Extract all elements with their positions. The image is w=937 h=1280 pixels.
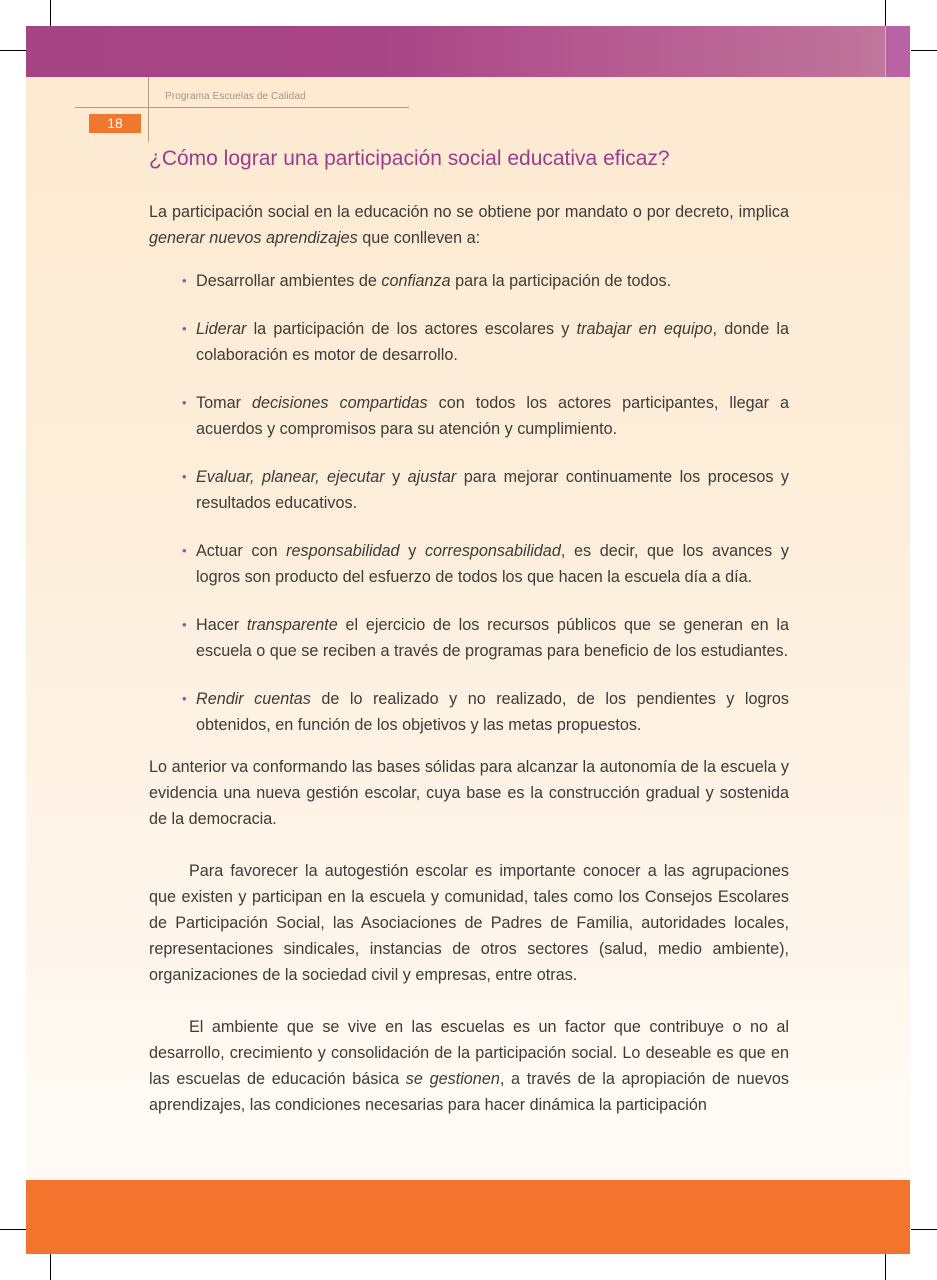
emphasis: corresponsabilidad [424,542,561,560]
bullet-item [182,464,789,516]
text: Desarrollar ambientes de [196,272,382,290]
intro-paragraph [149,199,789,251]
text: con todos los actores participantes, llegar a acuerdos y compromisos para su atención y cumplimiento. [196,394,789,438]
emphasis: Rendir cuentas [196,690,311,708]
crop-mark [885,1254,886,1280]
emphasis: Liderar [196,320,247,338]
bullet-icon: • [182,691,187,706]
bullet-item [182,612,789,664]
paragraph-1: Lo anterior va conformando las bases sólidas para alcanzar la autonomía de la escuela y evidencia una nueva gestión escolar, cuya base es la construcción gradual y sostenida de la democracia. [149,758,789,828]
header-band [26,26,910,77]
text: El ambiente que se vive en las escuelas es un factor que contribuye o no al desarrollo, crecimiento y consolidación de la participación social. Lo deseable es que en las escuelas de educación básica [149,1018,789,1088]
horizontal-rule [75,107,409,108]
bullet-item [182,268,789,294]
page-number: 18 [89,114,141,133]
text: , donde la colaboración es motor de desarrollo. [196,320,790,364]
bullet-icon: • [182,469,187,484]
crop-mark [0,1229,26,1230]
running-head: Programa Escuelas de Calidad [165,91,306,102]
crop-mark [911,1229,937,1230]
article-body [149,144,789,1118]
emphasis: generar nuevos aprendizajes [149,229,358,247]
bullet-item [182,686,789,738]
bullet-icon: • [182,273,187,288]
text: La participación social en la educación no se obtiene por mandato o por decreto, implica [149,203,789,221]
emphasis: confianza [381,272,451,290]
bullet-item [182,316,789,368]
text: Tomar [196,394,252,412]
text: y [384,468,408,486]
emphasis: transparente [246,616,338,634]
footer-band [26,1180,910,1254]
paragraph-2: Para favorecer la autogestión escolar es importante conocer a las agrupaciones que existen y participan en la escuela y comunidad, tales como los Consejos Escolares de Participación Social, las Asociaciones de Padres de Familia, autoridades locales, representaciones sindicales, instancias de otros sectores (salud, medio ambiente), organizaciones de la sociedad civil y empresas, entre otras. [149,862,789,984]
text: de lo realizado y no realizado, de los pendientes y logros obtenidos, en función de los objetivos y las metas propuestos. [196,690,789,734]
text: para mejorar continuamente los procesos y resultados educativos. [196,468,789,512]
bullet-icon: • [182,543,187,558]
document-page [26,26,910,1254]
bullet-list [149,268,789,738]
emphasis: trabajar en equipo [576,320,713,338]
text: Actuar con [196,542,287,560]
text: la participación de los actores escolares y [246,320,577,338]
bullet-item [182,538,789,590]
article-title: ¿Cómo lograr una participación social educativa eficaz? [149,147,670,170]
crop-mark [911,50,937,51]
emphasis: Evaluar, planear, ejecutar [196,468,385,486]
text: , a través de la apropiación de nuevos aprendizajes, las condiciones necesarias para hacer dinámica la participación [149,1070,789,1114]
bullet-item [182,390,789,442]
text: que conlleven a: [357,229,481,247]
text: Hacer [196,616,247,634]
crop-mark [50,1254,51,1280]
emphasis: se gestionen [405,1070,500,1088]
crop-mark [885,0,886,26]
emphasis: ajustar [407,468,457,486]
bullet-icon: • [182,395,187,410]
crop-mark [0,50,26,51]
text: para la participación de todos. [450,272,672,290]
bullet-icon: • [182,617,187,632]
text: y [399,542,425,560]
crop-mark [50,0,51,26]
emphasis: decisiones compartidas [251,394,428,412]
vertical-rule [148,77,149,142]
header-tab [885,26,910,77]
paragraph-3 [149,1014,789,1118]
emphasis: responsabilidad [286,542,400,560]
text: , es decir, que los avances y logros son producto del esfuerzo de todos los que hacen la escuela día a día. [196,542,789,586]
bullet-icon: • [182,321,187,336]
text: el ejercicio de los recursos públicos que se generan en la escuela o que se reciben a través de programas para beneficio de los estudiantes. [196,616,789,660]
